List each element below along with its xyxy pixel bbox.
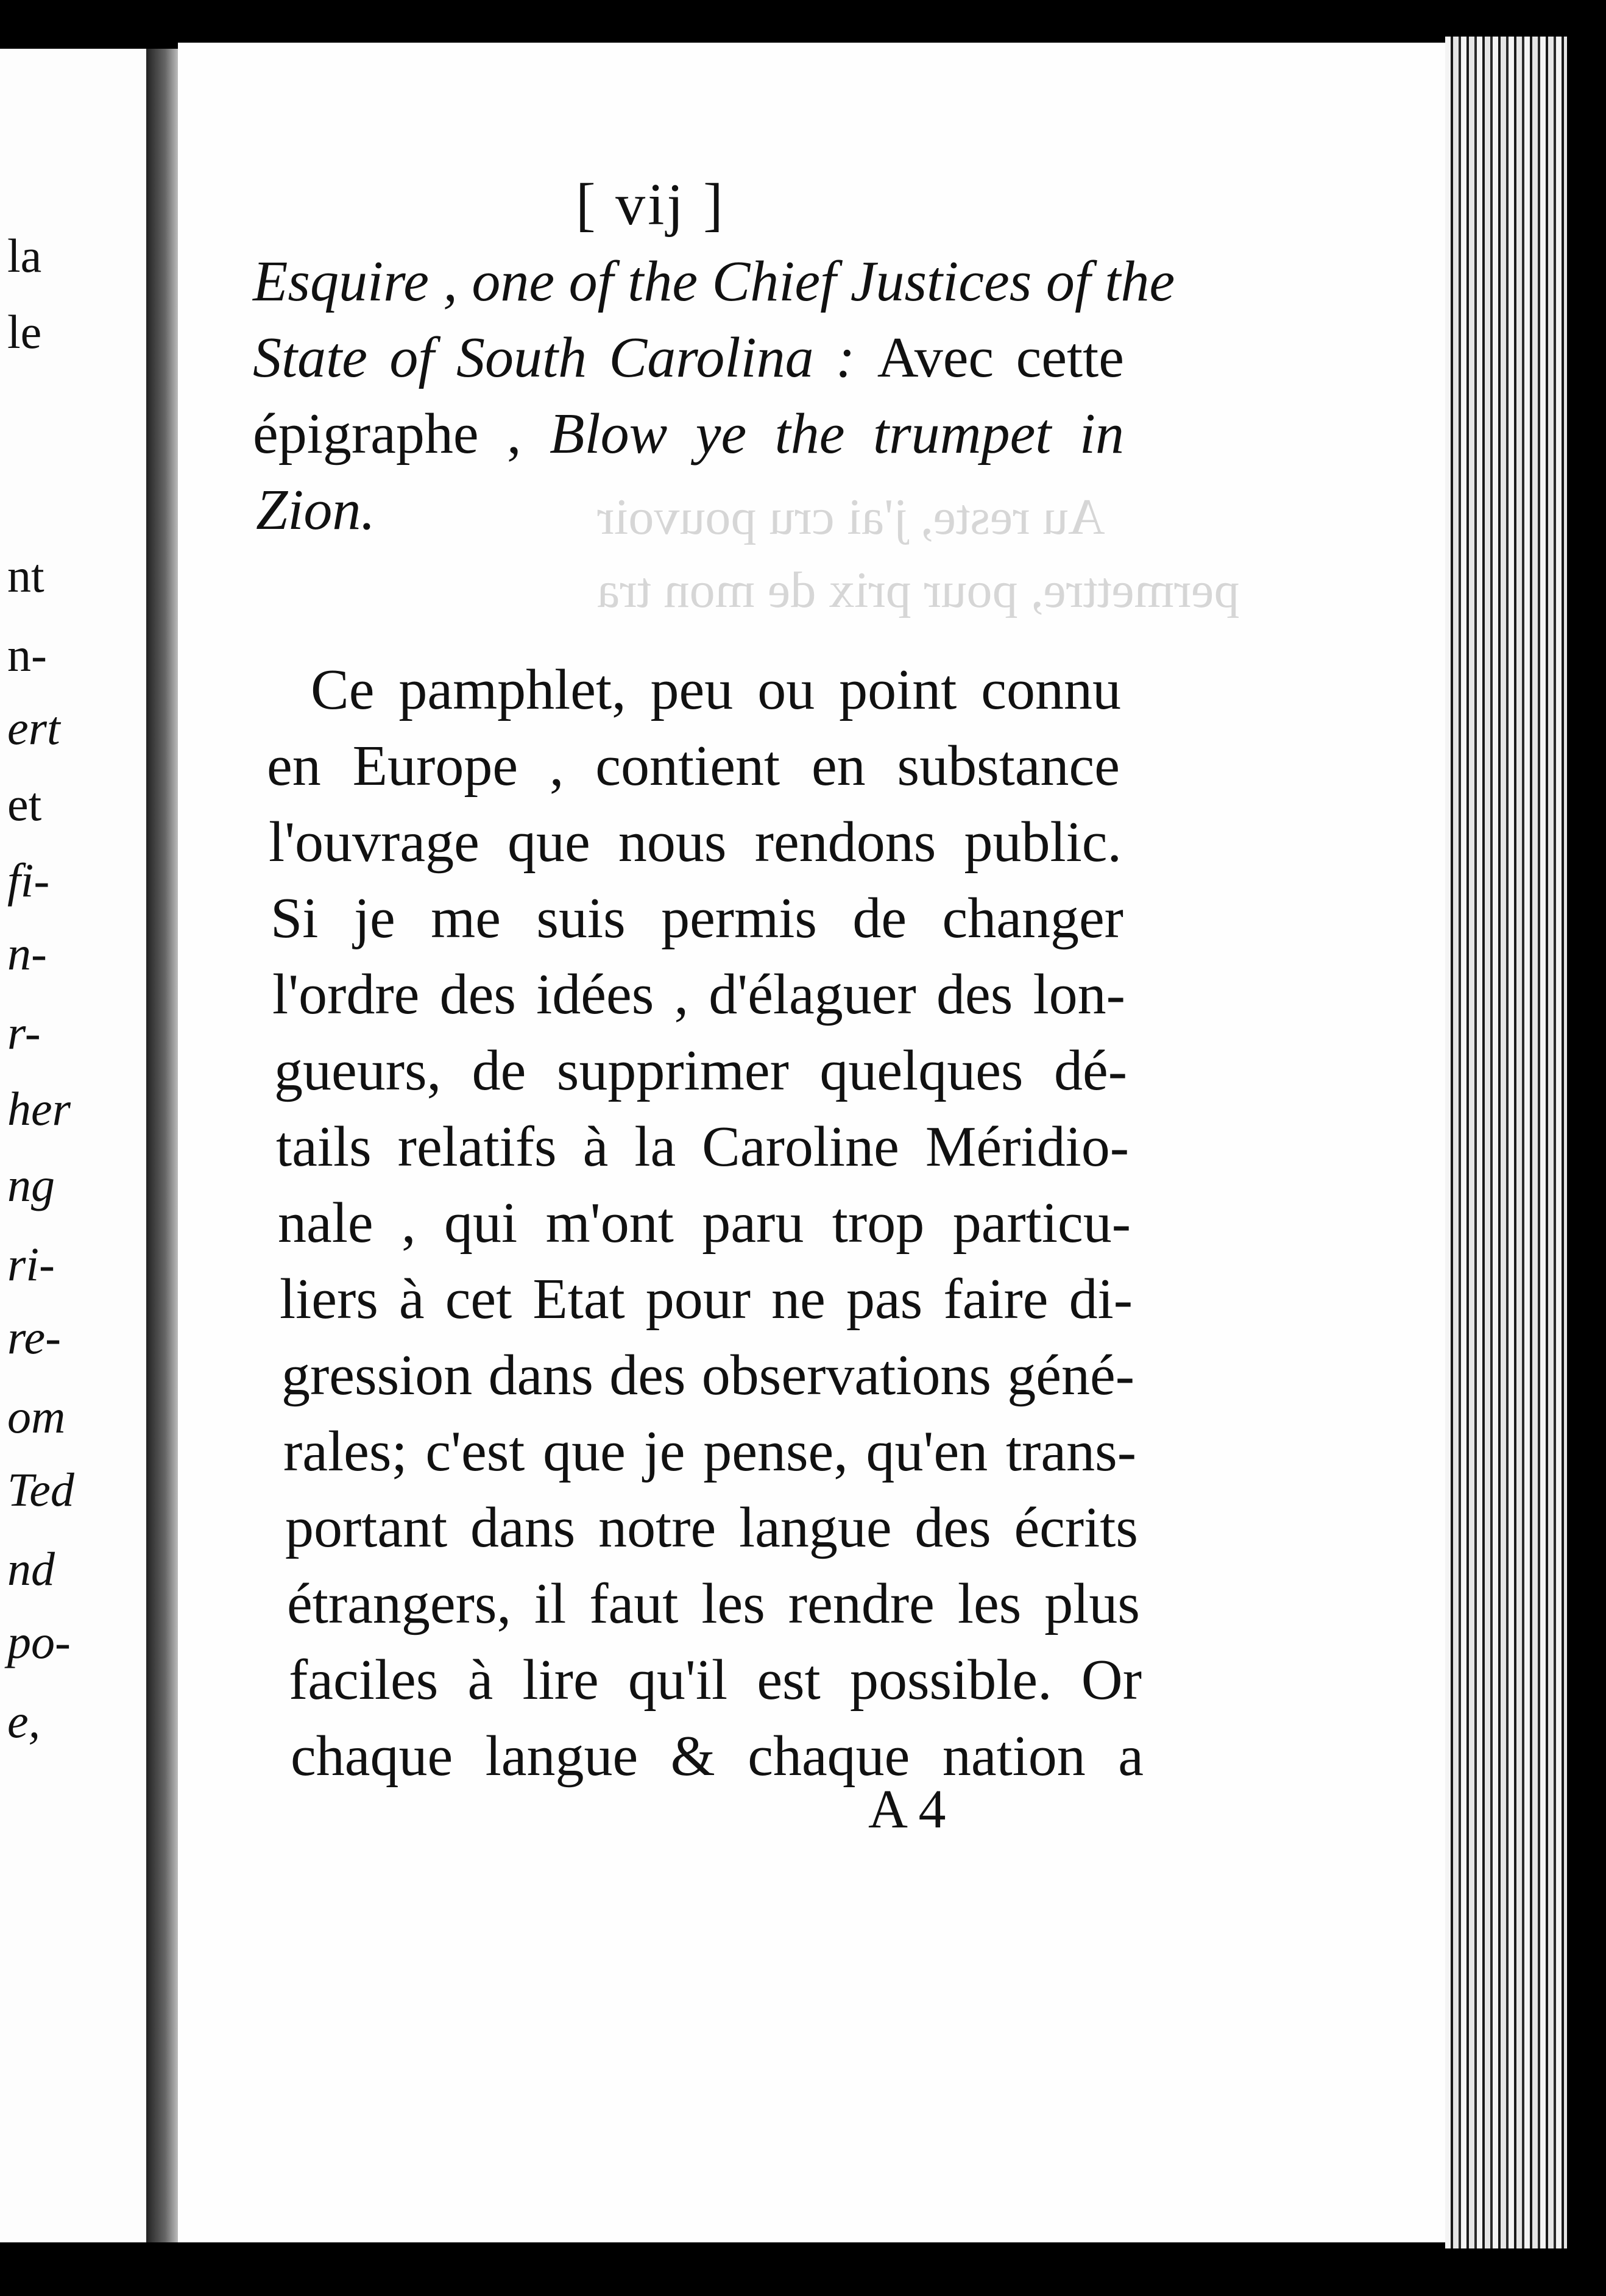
facing-page-fragment: e, [7, 1695, 41, 1748]
paragraph2-line: l'ordre des idées , d'élaguer des lon- [272, 963, 1125, 1026]
facing-page-fragment: r- [7, 1006, 41, 1059]
page-header: [ vij ] [576, 172, 726, 238]
paragraph2-line: faciles à lire qu'il est possible. Or [289, 1648, 1142, 1712]
facing-page-fragment: et [7, 778, 42, 831]
paragraph2-line: liers à cet Etat pour ne pas faire di- [280, 1267, 1133, 1331]
paragraph2-line: rales; c'est que je pense, qu'en trans- [283, 1420, 1136, 1483]
paragraph2-line: Ce pamphlet, peu ou point connu [311, 658, 1121, 721]
facing-page-fragment: ri- [7, 1238, 55, 1291]
signature-mark: A 4 [868, 1779, 946, 1840]
facing-page [0, 49, 154, 2242]
facing-page-fragment: le [7, 305, 42, 358]
facing-page-fragment: nt [7, 549, 44, 602]
facing-page-fragment: om [7, 1390, 66, 1443]
page-fore-edge [1445, 37, 1567, 2248]
bleed-through-text: permettre, pour prix de mon tra [597, 562, 1240, 618]
text-segment: State of South Carolina : [253, 326, 877, 389]
paragraph2-line: l'ouvrage que nous rendons public. [269, 810, 1122, 874]
paragraph2-line: étrangers, il faut les rendre les plus [287, 1572, 1140, 1635]
facing-page-fragment: re- [7, 1311, 62, 1364]
paragraph2-line: tails relatifs à la Caroline Méridio- [276, 1115, 1129, 1178]
paragraph2-line: gression dans des observations géné- [281, 1344, 1134, 1407]
facing-page-fragment: nd [7, 1542, 55, 1595]
text-segment: Esquire , one of the Chief Justices of the [253, 250, 1175, 313]
facing-page-fragment: po- [7, 1615, 71, 1668]
facing-page-fragment: la [7, 229, 42, 282]
facing-page-fragment: fi- [7, 854, 50, 907]
text-segment: Blow ye the trumpet in [550, 402, 1124, 466]
paragraph2-line: gueurs, de supprimer quelques dé- [274, 1039, 1127, 1102]
facing-page-fragment: ng [7, 1158, 55, 1211]
text-segment: épigraphe , [253, 402, 550, 466]
facing-page-fragment: Ted [7, 1463, 74, 1516]
facing-page-fragment: n- [7, 628, 47, 681]
paragraph1-line [253, 326, 1125, 389]
paragraph2-line: Si je me suis permis de changer [271, 887, 1123, 950]
facing-page-fragment: ert [7, 701, 60, 754]
paragraph2-line: portant dans notre langue des écrits [285, 1496, 1138, 1559]
book-gutter [146, 49, 178, 2242]
paragraph1-line [256, 478, 375, 542]
paragraph1-line [253, 402, 1124, 466]
paragraph2-line: nale , qui m'ont paru trop particu- [278, 1191, 1131, 1255]
text-segment: Zion. [256, 478, 375, 542]
text-segment: Avec cette [877, 326, 1125, 389]
bleed-through-text: Au reste, j'ai cru pouvoir [597, 489, 1105, 545]
facing-page-fragment: her [7, 1082, 71, 1135]
paragraph2-line: en Europe , contient en substance [267, 734, 1120, 798]
paragraph2-line: chaque langue & chaque nation a [291, 1724, 1144, 1788]
facing-page-fragment: n- [7, 927, 47, 980]
paragraph1-line [253, 250, 1175, 313]
